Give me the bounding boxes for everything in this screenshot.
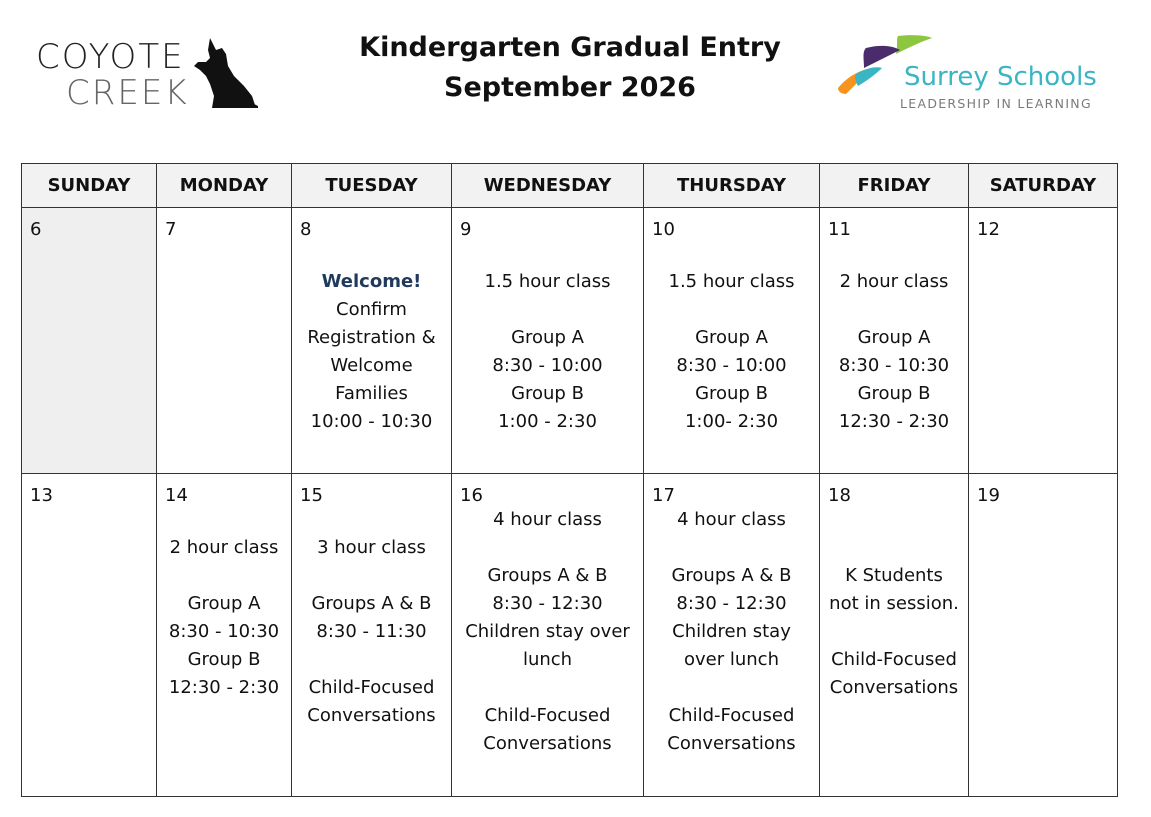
schedule-line: 8:30 - 10:30 <box>168 621 280 642</box>
schedule-line: 4 hour class <box>493 509 602 530</box>
schedule-line: not in session. <box>829 593 959 614</box>
schedule-line: 1:00 - 2:30 <box>498 411 597 432</box>
day-number: 16 <box>460 485 483 506</box>
schedule-line: Children stay over <box>465 621 630 642</box>
day-schedule <box>452 506 643 758</box>
day-cell <box>22 474 157 797</box>
line-spacer <box>824 506 964 534</box>
title-line-1: Kindergarten Gradual Entry <box>359 32 781 63</box>
schedule-line: Registration & <box>307 327 436 348</box>
day-number: 7 <box>165 219 177 240</box>
schedule-line: 10:00 - 10:30 <box>310 411 433 432</box>
weekday-header-row <box>22 164 1118 208</box>
day-number: 10 <box>652 219 675 240</box>
schedule-line: over lunch <box>684 649 779 670</box>
day-number: 11 <box>828 219 851 240</box>
day-number: 13 <box>30 485 53 506</box>
weekday-header: WEDNESDAY <box>452 164 644 208</box>
schedule-line: Group A <box>857 327 931 348</box>
day-cell <box>969 474 1118 797</box>
schedule-line: Group B <box>511 383 584 404</box>
day-schedule <box>820 506 968 702</box>
title-line-2: September 2026 <box>444 72 696 103</box>
calendar-table <box>21 163 1118 797</box>
day-cell <box>157 208 292 474</box>
schedule-line: Families <box>335 383 408 404</box>
schedule-line: Groups A & B <box>487 565 608 586</box>
page-title <box>330 28 810 108</box>
line-spacer <box>456 296 639 324</box>
weekday-header: MONDAY <box>157 164 292 208</box>
schedule-line: 8:30 - 11:30 <box>316 621 427 642</box>
schedule-line: 8:30 - 12:30 <box>492 593 603 614</box>
schedule-line: 8:30 - 10:00 <box>676 355 787 376</box>
day-number: 8 <box>300 219 312 240</box>
logo-text-line1: COYOTE <box>36 37 185 77</box>
day-number: 15 <box>300 485 323 506</box>
schedule-line: Conversations <box>307 705 436 726</box>
day-cell <box>22 208 157 474</box>
day-cell <box>820 474 969 797</box>
day-cell <box>292 474 452 797</box>
weekday-header: SATURDAY <box>969 164 1118 208</box>
schedule-line: 1.5 hour class <box>484 271 611 292</box>
schedule-line: Children stay <box>672 621 791 642</box>
line-spacer <box>456 674 639 702</box>
day-cell <box>644 474 820 797</box>
day-cell <box>157 474 292 797</box>
schedule-line: 8:30 - 10:00 <box>492 355 603 376</box>
coyote-creek-logo <box>34 36 264 116</box>
day-schedule <box>644 506 819 758</box>
line-spacer <box>824 618 964 646</box>
schedule-line: Conversations <box>667 733 796 754</box>
day-schedule <box>644 240 819 436</box>
line-spacer <box>648 534 815 562</box>
week-row <box>22 208 1118 474</box>
schedule-line: 8:30 - 12:30 <box>676 593 787 614</box>
day-schedule <box>157 506 291 702</box>
day-schedule <box>820 240 968 436</box>
schedule-line: Group B <box>695 383 768 404</box>
day-number: 14 <box>165 485 188 506</box>
schedule-line: Group A <box>187 593 261 614</box>
day-cell <box>969 208 1118 474</box>
schedule-line: Group B <box>857 383 931 404</box>
day-cell <box>452 474 644 797</box>
weekday-header: SUNDAY <box>22 164 157 208</box>
day-cell <box>644 208 820 474</box>
schedule-line: 2 hour class <box>169 537 279 558</box>
schedule-line: 8:30 - 10:30 <box>838 355 950 376</box>
day-cell <box>452 208 644 474</box>
schedule-line: Group A <box>695 327 768 348</box>
schedule-line: 3 hour class <box>317 537 426 558</box>
howling-wolf-icon <box>192 36 262 110</box>
day-number: 9 <box>460 219 472 240</box>
day-number: 18 <box>828 485 851 506</box>
schedule-line: Conversations <box>483 733 612 754</box>
line-spacer <box>648 240 815 268</box>
schedule-line: 4 hour class <box>677 509 786 530</box>
page-header <box>0 0 1151 150</box>
schedule-line: Welcome <box>330 355 413 376</box>
day-number: 17 <box>652 485 675 506</box>
welcome-heading: Welcome! <box>321 271 422 292</box>
weekday-header: TUESDAY <box>292 164 452 208</box>
line-spacer <box>648 296 815 324</box>
day-cell <box>292 208 452 474</box>
line-spacer <box>296 240 447 268</box>
schedule-line: 1.5 hour class <box>668 271 795 292</box>
schedule-line: Groups A & B <box>311 593 432 614</box>
schedule-line: 1:00- 2:30 <box>684 411 779 432</box>
day-number: 12 <box>977 219 1000 240</box>
schedule-line: Confirm <box>336 299 407 320</box>
schedule-line: K Students <box>845 565 943 586</box>
surrey-schools-logo <box>836 34 1126 114</box>
schedule-line: Child-Focused <box>484 705 611 726</box>
line-spacer <box>824 534 964 562</box>
schedule-line: Conversations <box>829 677 959 698</box>
schedule-line: Child-Focused <box>668 705 795 726</box>
schedule-line: 12:30 - 2:30 <box>838 411 950 432</box>
line-spacer <box>456 240 639 268</box>
schedule-line: 12:30 - 2:30 <box>168 677 280 698</box>
logo-text-line2: CREEK <box>66 73 189 113</box>
brand-tagline: LEADERSHIP IN LEARNING <box>900 96 1092 111</box>
day-schedule <box>292 240 451 436</box>
schedule-line: Child-Focused <box>308 677 435 698</box>
line-spacer <box>824 240 964 268</box>
schedule-line: Child-Focused <box>831 649 957 670</box>
weekday-header: FRIDAY <box>820 164 969 208</box>
schedule-line: Groups A & B <box>671 565 792 586</box>
line-spacer <box>161 506 287 534</box>
line-spacer <box>296 506 447 534</box>
line-spacer <box>296 562 447 590</box>
day-schedule <box>452 240 643 436</box>
day-cell <box>820 208 969 474</box>
brand-name: Surrey Schools <box>904 62 1097 92</box>
week-row <box>22 474 1118 797</box>
line-spacer <box>456 534 639 562</box>
schedule-line: Group A <box>511 327 584 348</box>
schedule-line: lunch <box>522 649 573 670</box>
line-spacer <box>824 296 964 324</box>
weekday-header: THURSDAY <box>644 164 820 208</box>
schedule-line: Group B <box>187 649 261 670</box>
line-spacer <box>648 674 815 702</box>
line-spacer <box>161 562 287 590</box>
day-number: 6 <box>30 219 42 240</box>
day-number: 19 <box>977 485 1000 506</box>
day-schedule <box>292 506 451 730</box>
schedule-line: 2 hour class <box>839 271 949 292</box>
line-spacer <box>296 646 447 674</box>
